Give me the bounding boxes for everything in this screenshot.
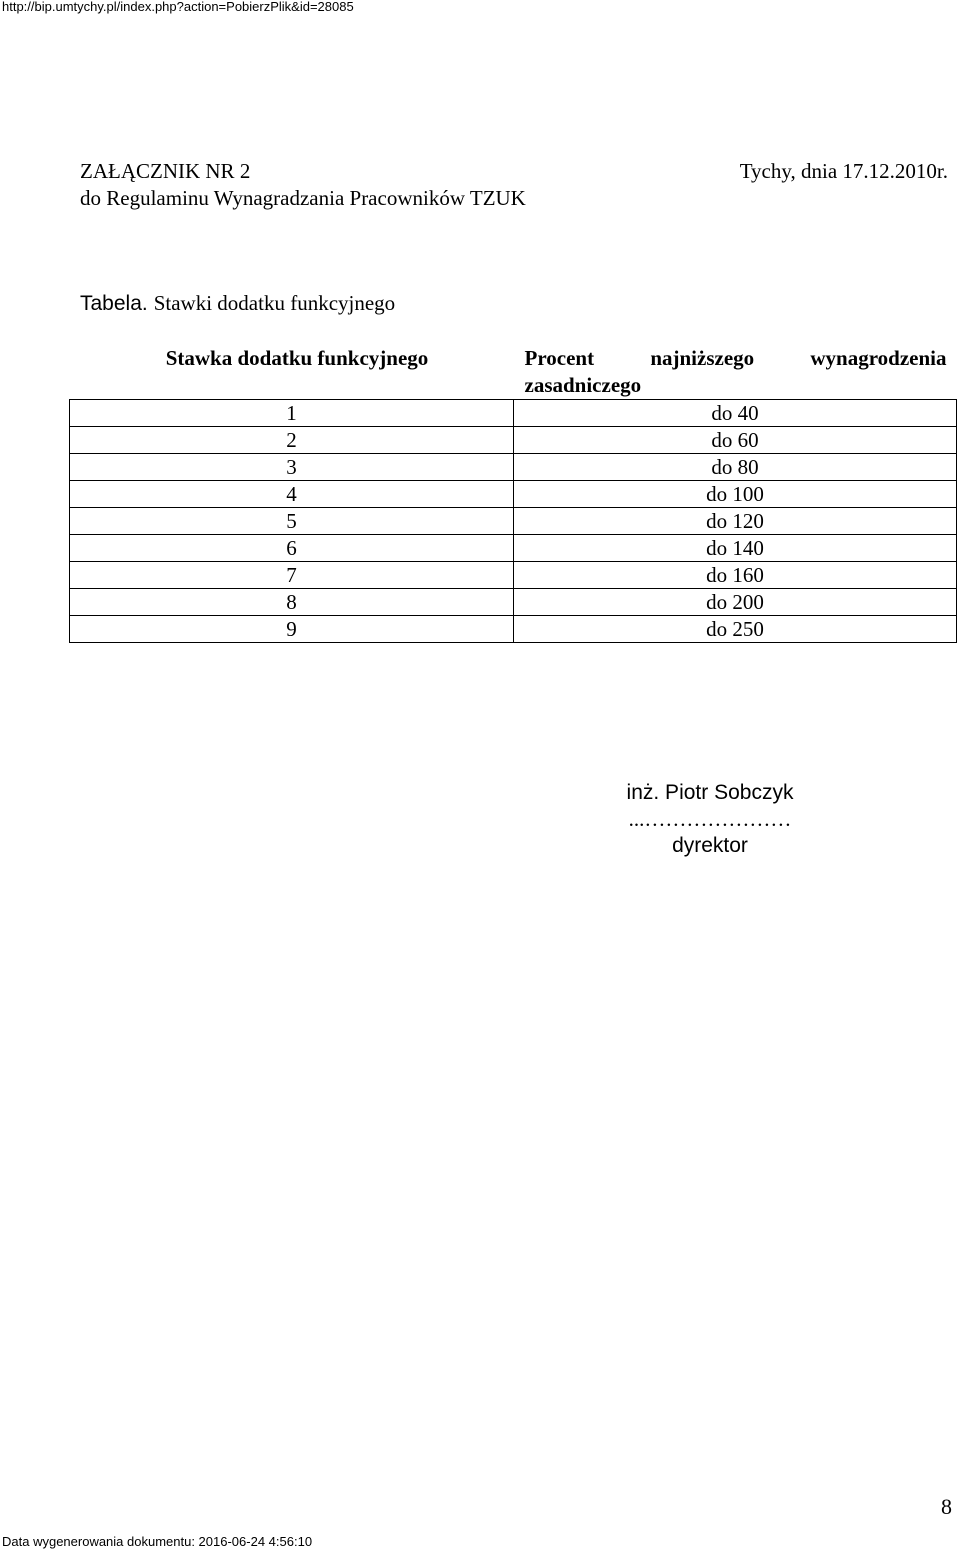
salary-percent-cell: do 40 <box>514 400 957 427</box>
header-rate-level: Stawka dodatku funkcyjnego <box>70 345 514 400</box>
table-row <box>70 508 957 535</box>
generation-timestamp: Data wygenerowania dokumentu: 2016-06-24 4:56:10 <box>2 1534 313 1549</box>
salary-percent-cell: do 80 <box>514 454 957 481</box>
rate-level-cell: 6 <box>70 535 514 562</box>
table-row <box>70 427 957 454</box>
table-row <box>70 589 957 616</box>
salary-percent-cell: do 120 <box>514 508 957 535</box>
signatory-role: dyrektor <box>672 834 748 857</box>
place-and-date: Tychy, dnia 17.12.2010r. <box>739 159 948 183</box>
rate-level-cell: 3 <box>70 454 514 481</box>
page-number: 8 <box>941 1494 952 1519</box>
salary-percent-cell: do 60 <box>514 427 957 454</box>
rate-level-cell: 8 <box>70 589 514 616</box>
rate-level-cell: 5 <box>70 508 514 535</box>
table-row <box>70 616 957 643</box>
rate-level-cell: 9 <box>70 616 514 643</box>
attachment-subtitle: do Regulaminu Wynagradzania Pracowników TZUK <box>80 186 526 210</box>
salary-percent-cell: do 160 <box>514 562 957 589</box>
table-caption <box>80 291 395 316</box>
table-row <box>70 454 957 481</box>
signature-line: ...………………… <box>628 807 792 831</box>
salary-percent-cell: do 100 <box>514 481 957 508</box>
header-salary-percent: Procent najniższego wynagrodzenia zasadniczego <box>514 345 957 400</box>
salary-percent-cell: do 140 <box>514 535 957 562</box>
table-row <box>70 400 957 427</box>
rate-level-cell: 4 <box>70 481 514 508</box>
table-row <box>70 562 957 589</box>
rates-table <box>69 345 957 643</box>
signatory-name: inż. Piotr Sobczyk <box>626 781 794 804</box>
table-caption-label: Tabela. <box>80 292 148 315</box>
signature-block <box>600 779 820 860</box>
rate-level-cell: 1 <box>70 400 514 427</box>
salary-percent-cell: do 250 <box>514 616 957 643</box>
source-url: http://bip.umtychy.pl/index.php?action=PobierzPlik&id=28085 <box>2 0 354 14</box>
attachment-title: ZAŁĄCZNIK NR 2 <box>80 159 251 183</box>
table-header-row <box>70 345 957 400</box>
table-row <box>70 535 957 562</box>
rate-level-cell: 2 <box>70 427 514 454</box>
rate-level-cell: 7 <box>70 562 514 589</box>
table-caption-title: Stawki dodatku funkcyjnego <box>153 291 396 315</box>
table-row <box>70 481 957 508</box>
salary-percent-cell: do 200 <box>514 589 957 616</box>
